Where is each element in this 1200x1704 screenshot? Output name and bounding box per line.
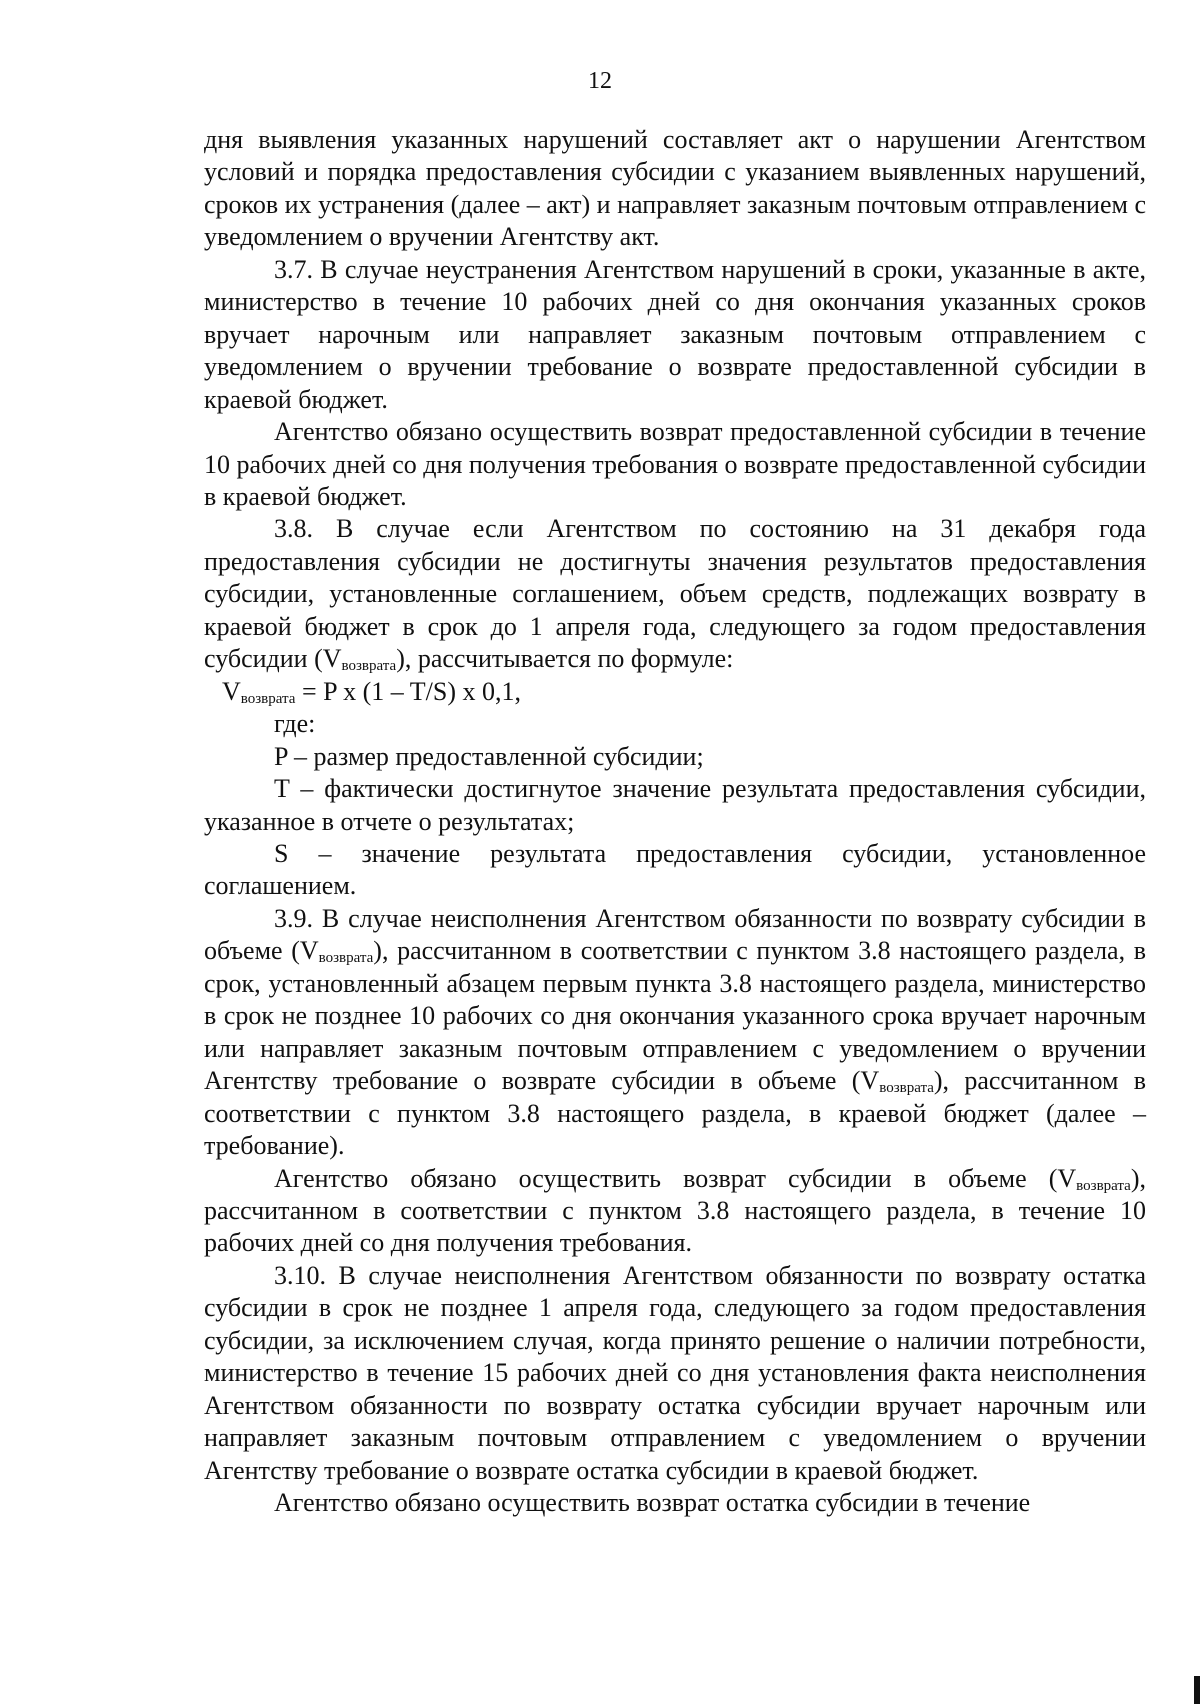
text-segment: ), рассчитанном в соответствии с пунктом 3.8 настоящего раздела, в краевой бюджет (далее – требование). (204, 1066, 1147, 1161)
paragraph-3-7: 3.7. В случае неустранения Агентством нарушений в сроки, указанные в акте, министерство в течение 10 рабочих дней со дня окончания указанных сроков вручает нарочным или направляет заказным почтовым отправлением с уведомлением о вручении требование о возврате предоставленной субсидии в краевой бюджет. (204, 254, 1146, 414)
where-label: где: (274, 709, 316, 739)
paragraph-3-8 (204, 513, 1146, 675)
subscript-vozvrata: возврата (341, 658, 397, 675)
text-segment: ), рассчитанном в соответствии с пунктом 3.8 настоящего раздела, в срок, установленный абзацем первым пункта 3.8 настоящего раздела, министерство в срок не позднее 10 рабочих со дня окончания указанного срока вручает нарочным или направляет заказным почтовым отправлением с уведомлением о вручении Агентству требование о возврате субсидии в объеме (V (204, 936, 1146, 1096)
paragraph-continuation: дня выявления указанных нарушений составляет акт о нарушении Агентством условий и порядка предоставления субсидии с указанием выявленных нарушений, сроков их устранения (далее – акт) и направляет заказным почтовым отправлением с уведомлением о вручении Агентству акт. (204, 125, 1146, 252)
subscript-vozvrata: возврата (318, 950, 374, 967)
formula (204, 676, 1146, 708)
definition-p: P – размер предоставленной субсидии; (274, 741, 704, 771)
subscript-vozvrata: возврата (240, 690, 296, 707)
paragraph-refund-volume (204, 1163, 1146, 1260)
text-segment: 3.9. В случае неисполнения Агентством обязанности по возврату субсидии в объеме (V (204, 903, 1146, 966)
definition-s: S – значение результата предоставления субсидии, установленное соглашением. (204, 838, 1146, 901)
paragraph-remainder-refund: Агентство обязано осуществить возврат остатка субсидии в течение (274, 1488, 1031, 1518)
text-segment: 3.8. В случае если Агентством по состоянию на 31 декабря года предоставления субсидии не достигнуты значения результатов предоставления субсидии, установленные соглашением, объем средств, подлежащих возврату в краевой бюджет в срок до 1 апреля года, следующего за годом предоставления субсидии (V (204, 514, 1146, 674)
paragraph-refund-obligation: Агентство обязано осуществить возврат предоставленной субсидии в течение 10 рабочих дней со дня получения требования о возврате предоставленной субсидии в краевой бюджет. (204, 417, 1146, 511)
scan-edge-mark (1194, 1676, 1200, 1704)
definition-t: T – фактически достигнутое значение результата предоставления субсидии, указанное в отчете о результатах; (204, 774, 1146, 836)
text-segment: Агентство обязано осуществить возврат субсидии в объеме (V (274, 1163, 1077, 1193)
formula-expression: = P x (1 – T/S) x 0,1, (295, 676, 522, 706)
subscript-vozvrata: возврата (879, 1080, 934, 1097)
document-body (204, 124, 1146, 1519)
paragraph-3-10: 3.10. В случае неисполнения Агентством обязанности по возврату остатка субсидии в срок не позднее 1 апреля года, следующего за годом предоставления субсидии, за исключением случая, когда принято решение о наличии потребности, министерство в течение 15 рабочих дней со дня установления факта неисполнения Агентством обязанности по возврату остатка субсидии вручает нарочным или направляет заказным почтовым отправлением с уведомлением о вручении Агентству требование о возврате остатка субсидии в краевой бюджет. (204, 1260, 1146, 1485)
text-segment: ), рассчитанном в соответствии с пунктом 3.8 настоящего раздела, в течение 10 рабочих дней со дня получения требования. (204, 1163, 1146, 1258)
page-number: 12 (588, 68, 612, 94)
formula-v: V (222, 676, 241, 706)
subscript-vozvrata: возврата (1076, 1177, 1131, 1194)
text-segment: ), рассчитывается по формуле: (396, 644, 734, 674)
paragraph-3-9 (204, 903, 1146, 1163)
